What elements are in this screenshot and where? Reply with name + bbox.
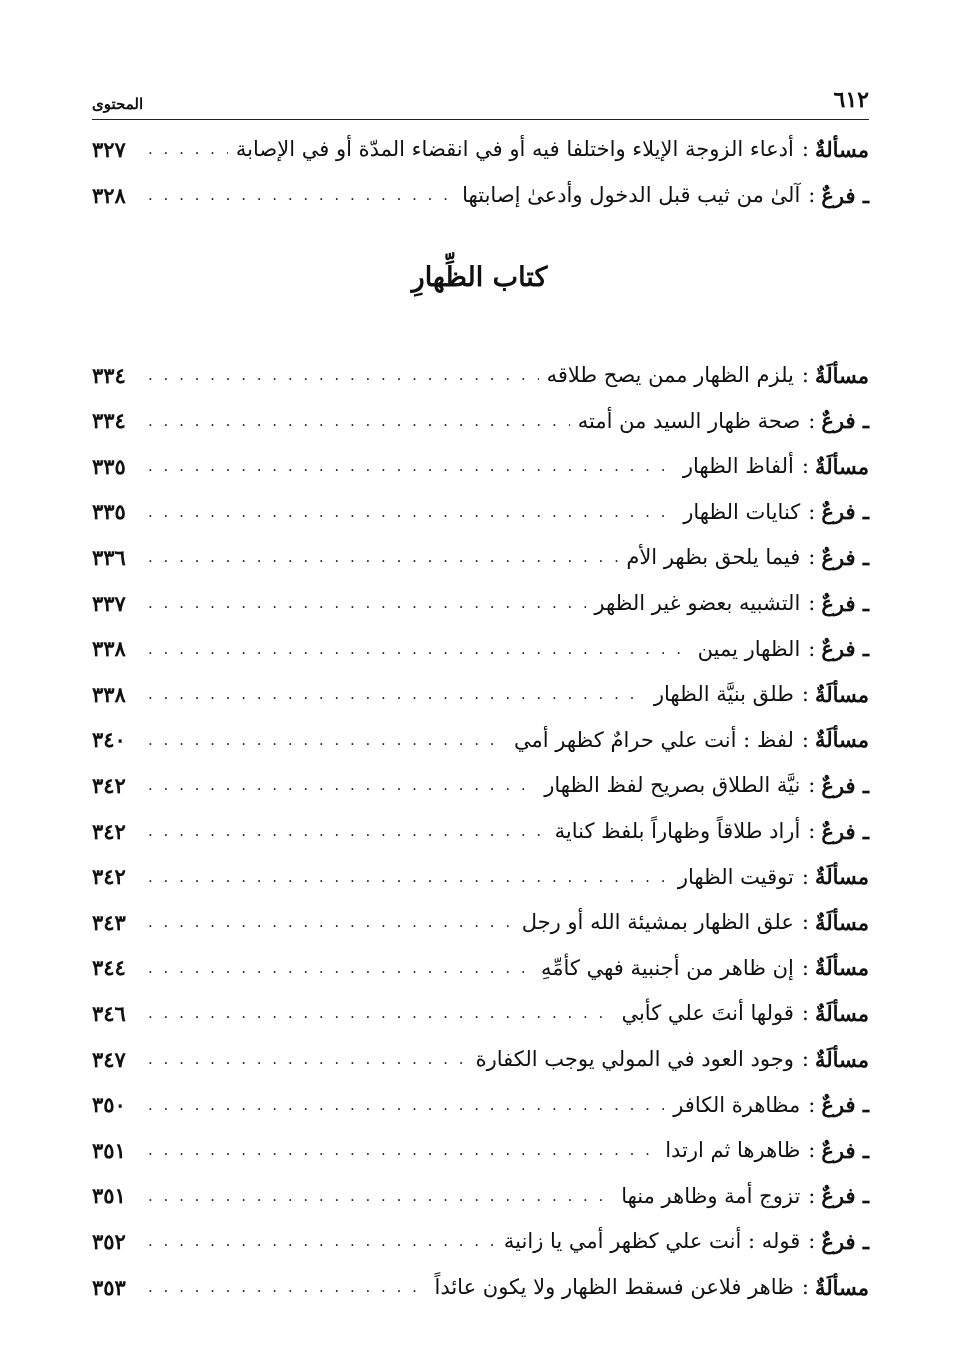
entry-colon: :	[808, 636, 816, 661]
leader-dots	[148, 776, 536, 794]
leader-dots	[148, 503, 675, 521]
entry-text: التشبيه بعضو غير الظهر	[594, 591, 801, 615]
entry-page: ٣٥١	[92, 1183, 126, 1209]
leader-dots	[148, 548, 618, 566]
entry-colon: :	[808, 408, 816, 433]
leader-dots	[148, 1278, 426, 1296]
toc-entry	[92, 948, 869, 988]
entry-page: ٣٣٥	[92, 453, 126, 479]
entry-text: لفظ : أنت علي حرامٌ كظهر أمي	[514, 727, 794, 752]
entry-label: ـ فرعٌ	[821, 772, 869, 798]
toc-entry	[92, 720, 869, 760]
entry-text: أراد طلاقاً وظهاراً بلفظ كناية	[554, 819, 801, 843]
leader-dots	[148, 913, 514, 931]
entry-label: ـ فرعٌ	[821, 499, 869, 525]
entry-page: ٣٢٨	[92, 182, 126, 208]
entry-page: ٣٥٠	[92, 1092, 126, 1118]
entry-page: ٣٣٨	[92, 681, 126, 707]
toc-entry	[92, 1085, 869, 1125]
toc-entry	[92, 583, 869, 623]
entry-colon: :	[808, 1229, 816, 1254]
entry-page: ٣٣٥	[92, 499, 126, 525]
entry-page: ٣٤٢	[92, 818, 126, 844]
toc-entry	[92, 993, 869, 1033]
entry-text: فيما يلحق بظهر الأم	[626, 545, 801, 570]
entry-page: ٣٥٣	[92, 1274, 126, 1300]
entry-text: قوله : أنت علي كظهر أمي يا زانية	[503, 1229, 801, 1254]
entry-label: مسألَةٌ	[814, 453, 869, 479]
entry-label: ـ فرعٌ	[821, 182, 869, 208]
leader-dots	[148, 1004, 613, 1022]
entry-text: مظاهرة الكافر	[673, 1092, 801, 1117]
entry-text: علق الظهار بمشيئة الله أو رجل	[521, 910, 794, 935]
entry-label: ـ فرعٌ	[821, 1137, 869, 1163]
entry-text: يلزم الظهار ممن يصح طلاقه	[546, 363, 794, 387]
entry-text: طلق بنيَّة الظهار	[653, 682, 794, 707]
toc-entry	[92, 401, 869, 441]
toc-entry	[92, 1039, 869, 1079]
entry-page: ٣٤٠	[92, 727, 126, 753]
entry-label: مسألَةٌ	[814, 955, 869, 981]
leader-dots	[148, 959, 533, 977]
entry-text: إن ظاهر من أجنبية فهي كأمِّهِ	[541, 955, 794, 980]
entry-page: ٣٥٢	[92, 1228, 126, 1254]
entry-text: ظاهرها ثم ارتدا	[665, 1138, 801, 1163]
entry-label: مسألَةٌ	[814, 727, 869, 753]
entry-colon: :	[801, 727, 809, 752]
entry-text: قولها أنتَ علي كأبي	[621, 1001, 794, 1026]
entry-colon: :	[801, 363, 809, 387]
entry-colon: :	[801, 682, 809, 707]
entry-text: وجود العود في المولي يوجب الكفارة	[475, 1047, 794, 1071]
entry-label: ـ فرعٌ	[821, 590, 869, 616]
entry-text: نيَّة الطلاق بصريح لفظ الظهار	[544, 773, 801, 798]
entry-text: آلىٰ من ثيب قبل الدخول وأدعىٰ إصابتها	[462, 183, 801, 207]
page-header	[92, 80, 869, 120]
toc-entry	[92, 857, 869, 897]
entry-label: مسألَةٌ	[814, 909, 869, 935]
entry-label: ـ فرعٌ	[821, 636, 869, 662]
entry-colon: :	[801, 864, 809, 889]
entry-page: ٣٣٨	[92, 636, 126, 662]
entry-page: ٣٣٤	[92, 408, 126, 434]
entry-label: مسألَةٌ	[814, 681, 869, 707]
leader-dots	[148, 1096, 665, 1114]
entry-colon: :	[808, 1183, 816, 1208]
leader-dots	[148, 1232, 496, 1250]
entry-text: ألفاظ الظهار	[682, 454, 794, 479]
section-title: كتاب الظِّهارِ	[411, 262, 548, 293]
entry-colon: :	[808, 591, 816, 615]
header-page-number: ٦١٢	[833, 87, 869, 113]
entry-label: مسألَةٌ	[814, 864, 869, 890]
entry-text: صحة ظهار السيد من أمته	[577, 408, 801, 433]
leader-dots	[148, 594, 586, 612]
entry-page: ٣٥١	[92, 1137, 126, 1163]
toc-entry	[92, 1221, 869, 1261]
entry-colon: :	[801, 955, 809, 980]
toc-entry	[92, 175, 869, 215]
leader-dots	[148, 1050, 468, 1068]
entry-text: أدعاء الزوجة الإيلاء واختلفا فيه أو في انقضاء المدّة أو في الإصابة	[235, 137, 794, 161]
entry-label: ـ فرعٌ	[821, 544, 869, 570]
entry-label: مسألَةٌ	[814, 1046, 869, 1072]
toc-entry	[92, 537, 869, 577]
toc-entry	[92, 674, 869, 714]
toc-entry	[92, 1130, 869, 1170]
entry-text: ظاهر فلاعن فسقط الظهار ولا يكون عائداً	[434, 1275, 794, 1299]
entry-colon: :	[808, 1092, 816, 1117]
leader-dots	[148, 412, 570, 430]
entry-colon: :	[801, 1275, 809, 1299]
leader-dots	[148, 822, 547, 840]
toc-entry	[92, 129, 869, 169]
entry-label: ـ فرعٌ	[821, 1228, 869, 1254]
entry-label: مسألةٌ	[814, 136, 869, 162]
leader-dots	[148, 457, 675, 475]
toc-entry	[92, 355, 869, 395]
toc-entry	[92, 811, 869, 851]
entry-page: ٣٤٧	[92, 1046, 126, 1072]
leader-dots	[148, 186, 454, 204]
header-title: المحتوى	[92, 95, 144, 113]
entry-page: ٣٣٤	[92, 362, 126, 388]
entry-colon: :	[808, 545, 816, 570]
entry-colon: :	[808, 773, 816, 798]
entry-colon: :	[801, 1047, 809, 1071]
entry-colon: :	[808, 499, 816, 524]
entry-colon: :	[808, 183, 816, 207]
entry-colon: :	[801, 137, 809, 161]
entry-page: ٣٤٢	[92, 772, 126, 798]
toc-entry	[92, 492, 869, 532]
entry-page: ٣٣٦	[92, 544, 126, 570]
entry-label: مسألَةٌ	[814, 1274, 869, 1300]
entry-label: ـ فرعٌ	[821, 1092, 869, 1118]
entry-label: مسألَةٌ	[814, 1000, 869, 1026]
entry-page: ٣٤٤	[92, 955, 126, 981]
leader-dots	[148, 868, 670, 886]
entry-page: ٣٤٦	[92, 1000, 126, 1026]
leader-dots	[148, 640, 690, 658]
entry-label: ـ فرعٌ	[821, 408, 869, 434]
entry-page: ٣٢٧	[92, 136, 126, 162]
entry-label: مسألَةٌ	[814, 362, 869, 388]
entry-text: الظهار يمين	[697, 636, 801, 661]
entry-colon: :	[808, 819, 816, 843]
leader-dots	[148, 731, 506, 749]
entry-label: ـ فرعٌ	[821, 818, 869, 844]
toc-entry	[92, 629, 869, 669]
toc-entry	[92, 1267, 869, 1307]
entry-colon: :	[801, 1001, 809, 1026]
toc-entry	[92, 902, 869, 942]
entry-page: ٣٤٢	[92, 864, 126, 890]
toc-entry	[92, 446, 869, 486]
toc-entry	[92, 765, 869, 805]
entry-text: توقيت الظهار	[677, 864, 794, 889]
leader-dots	[148, 1141, 657, 1159]
toc-entry	[92, 1176, 869, 1216]
entry-colon: :	[808, 1138, 816, 1163]
entry-text: كنايات الظهار	[683, 499, 801, 524]
entry-text: تزوج أمة وظاهر منها	[621, 1183, 801, 1208]
entry-colon: :	[801, 910, 809, 935]
entry-colon: :	[801, 454, 809, 479]
leader-dots	[148, 366, 539, 384]
leader-dots	[148, 1187, 613, 1205]
entry-page: ٣٣٧	[92, 590, 126, 616]
entry-page: ٣٤٣	[92, 909, 126, 935]
leader-dots	[148, 140, 228, 158]
entry-label: ـ فرعٌ	[821, 1183, 869, 1209]
leader-dots	[148, 685, 646, 703]
